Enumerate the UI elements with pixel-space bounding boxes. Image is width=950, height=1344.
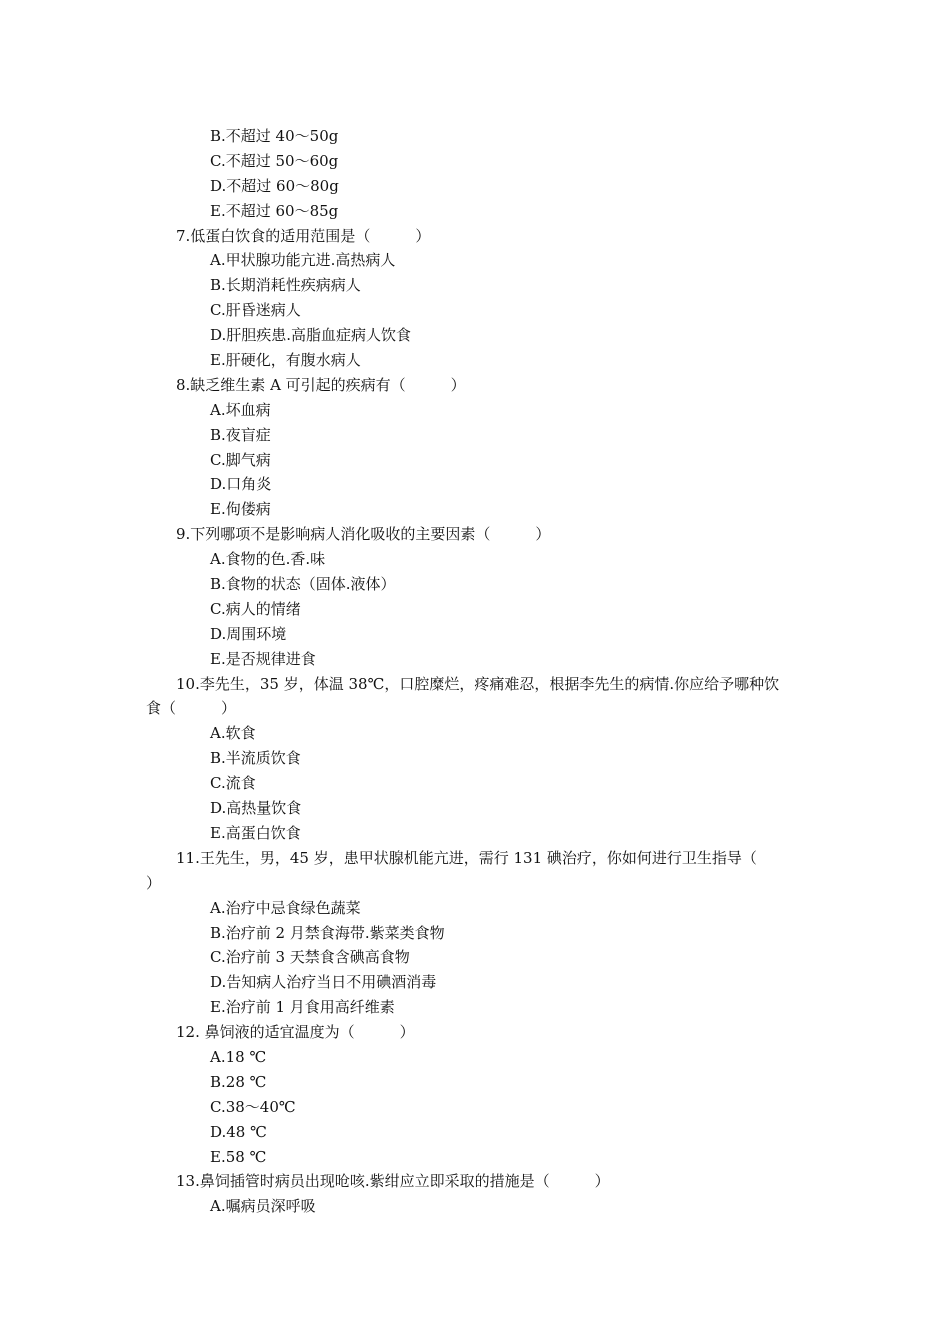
answer-option: B.治疗前 2 月禁食海带.紫菜类食物 <box>210 923 445 942</box>
question-text: 12. 鼻饲液的适宜温度为（ ） <box>176 1023 415 1042</box>
answer-option: B.食物的状态（固体.液体） <box>210 575 396 594</box>
answer-option: C.病人的情绪 <box>210 599 301 618</box>
answer-option: B.夜盲症 <box>210 425 271 444</box>
answer-option: A.食物的色.香.味 <box>210 550 326 569</box>
answer-option: A.18 ℃ <box>210 1047 267 1066</box>
question-continuation: 食（ ） <box>146 699 237 718</box>
question-text: 8.缺乏维生素 A 可引起的疾病有（ ） <box>176 375 466 394</box>
answer-option: D.肝胆疾患.高脂血症病人饮食 <box>210 326 412 345</box>
answer-option: C.治疗前 3 天禁食含碘高食物 <box>210 948 410 967</box>
answer-option: D.周围环境 <box>210 624 287 643</box>
exam-content <box>0 124 950 1219</box>
answer-option: D.高热量饮食 <box>210 799 302 818</box>
answer-option: A.软食 <box>210 724 256 743</box>
answer-option: B.半流质饮食 <box>210 749 301 768</box>
answer-option: E.高蛋白饮食 <box>210 823 301 842</box>
answer-option: E.治疗前 1 月食用高纤维素 <box>210 998 395 1017</box>
answer-option: B.长期消耗性疾病病人 <box>210 276 361 295</box>
answer-option: E.佝偻病 <box>210 500 271 519</box>
answer-option: D.不超过 60～80g <box>210 176 339 195</box>
answer-option: C.脚气病 <box>210 450 271 469</box>
question-text: 10.李先生，35 岁，体温 38℃，口腔糜烂，疼痛难忍，根据李先生的病情.你应给予哪种饮 <box>176 674 780 693</box>
question-text: 9.下列哪项不是影响病人消化吸收的主要因素（ ） <box>176 525 551 544</box>
answer-option: A.治疗中忌食绿色蔬菜 <box>210 898 361 917</box>
answer-option: E.58 ℃ <box>210 1147 267 1166</box>
answer-option: C.不超过 50～60g <box>210 151 339 170</box>
question-continuation: ） <box>146 873 162 892</box>
answer-option: D.48 ℃ <box>210 1122 267 1141</box>
answer-option: B.不超过 40～50g <box>210 127 339 145</box>
answer-option: E.是否规律进食 <box>210 649 316 668</box>
question-text: 13.鼻饲插管时病员出现呛咳.紫绀应立即采取的措施是（ ） <box>176 1172 610 1191</box>
answer-option: B.28 ℃ <box>210 1072 267 1091</box>
answer-option: A.坏血病 <box>210 400 271 419</box>
answer-option: C.肝昏迷病人 <box>210 301 301 320</box>
answer-option: A.甲状腺功能亢进.高热病人 <box>210 251 396 270</box>
answer-option: D.口角炎 <box>210 475 272 494</box>
answer-option: E.不超过 60～85g <box>210 201 339 220</box>
answer-option: C.38～40℃ <box>210 1097 296 1116</box>
question-text: 11.王先生，男，45 岁，患甲状腺机能亢进，需行 131 碘治疗，你如何进行卫生指导（ <box>176 848 757 867</box>
answer-option: C.流食 <box>210 774 256 793</box>
answer-option: E.肝硬化，有腹水病人 <box>210 351 361 370</box>
answer-option: D.告知病人治疗当日不用碘酒消毒 <box>210 973 437 992</box>
answer-option: A.嘱病员深呼吸 <box>210 1197 316 1216</box>
question-text: 7.低蛋白饮食的适用范围是（ ） <box>176 226 431 245</box>
